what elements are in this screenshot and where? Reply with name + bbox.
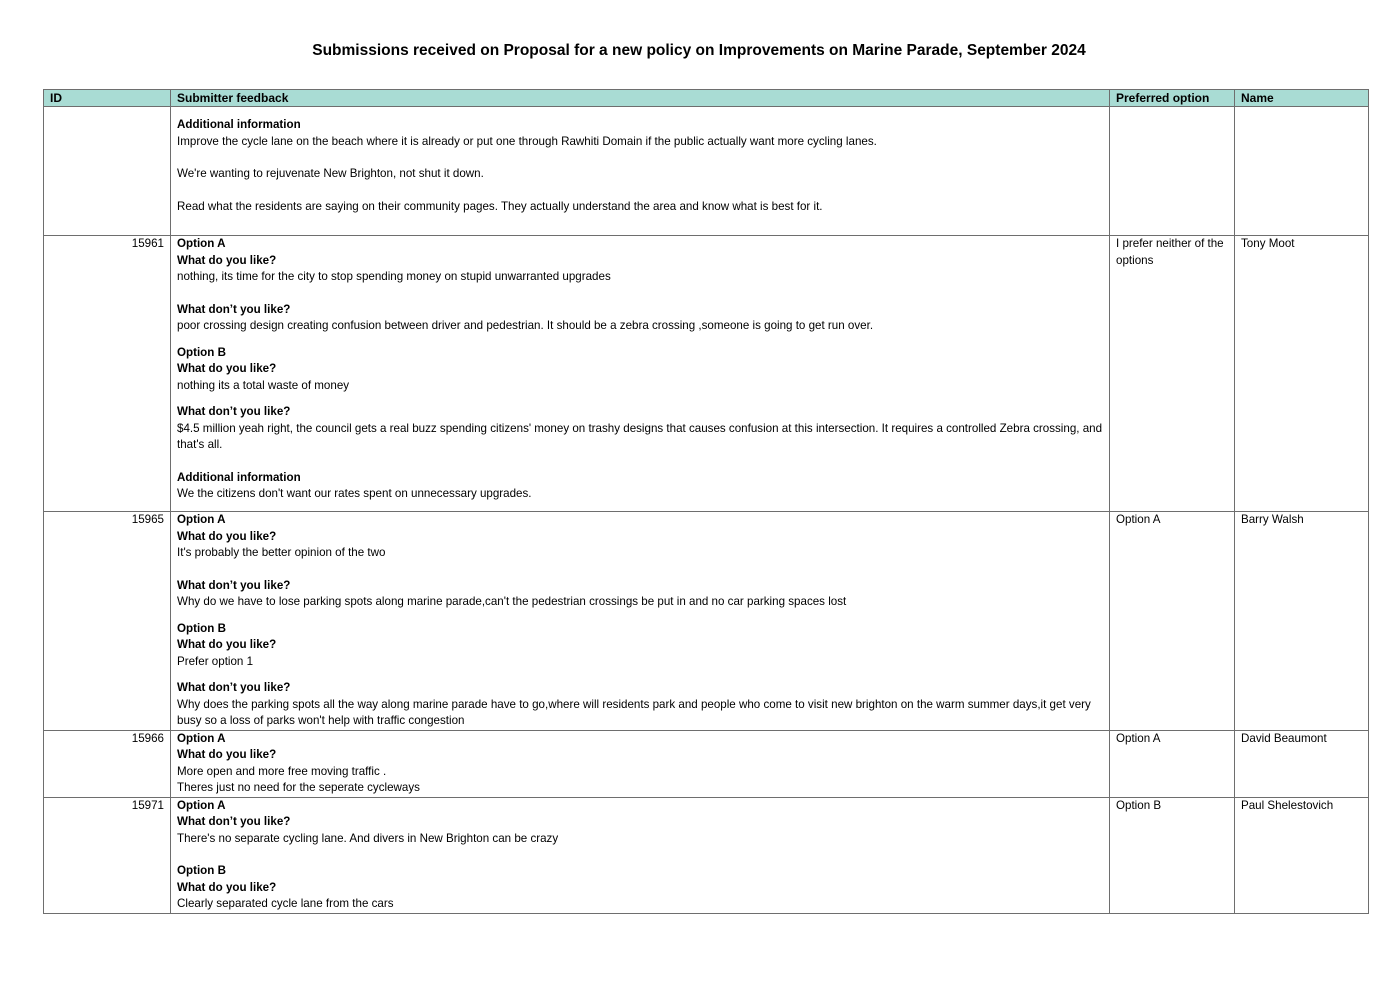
cell-id (44, 107, 171, 236)
column-header-feedback: Submitter feedback (171, 90, 1110, 107)
cell-id: 15971 (44, 797, 171, 913)
feedback-text: poor crossing design creating confusion between driver and pedestrian. It should be a zebra crossing ,someone is going to get run over. (177, 319, 874, 332)
feedback-heading: What do you like? (177, 529, 277, 543)
cell-preferred-option: Option A (1110, 730, 1235, 797)
cell-feedback (171, 730, 1110, 797)
feedback-heading: What don’t you like? (177, 405, 291, 418)
feedback-text: There's no separate cycling lane. And divers in New Brighton can be crazy (177, 831, 559, 845)
table-row (44, 512, 1369, 731)
feedback-heading: Option B (177, 621, 226, 635)
feedback-heading: What do you like? (177, 638, 277, 651)
spacer (177, 611, 1103, 621)
cell-name: Barry Walsh (1235, 512, 1369, 731)
spacer (177, 394, 1103, 404)
table-body (44, 107, 1369, 914)
table-row (44, 730, 1369, 797)
feedback-heading: Option B (177, 345, 226, 359)
cell-name: David Beaumont (1235, 730, 1369, 797)
spacer (177, 454, 1103, 470)
feedback-text: More open and more free moving traffic . (177, 764, 387, 778)
feedback-heading: What don’t you like? (177, 578, 291, 592)
feedback-heading: Option B (177, 864, 226, 877)
table-row (44, 107, 1369, 236)
feedback-text: Clearly separated cycle lane from the cars (177, 897, 394, 910)
feedback-text: Prefer option 1 (177, 654, 254, 668)
feedback-heading: Option A (177, 513, 226, 526)
cell-name: Tony Moot (1235, 236, 1369, 512)
cell-name (1235, 107, 1369, 236)
feedback-text: We the citizens don't want our rates spent on unnecessary upgrades. (177, 487, 532, 500)
cell-preferred-option: Option B (1110, 797, 1235, 913)
feedback-text: Theres just no need for the seperate cycleways (177, 781, 420, 794)
feedback-heading: What do you like? (177, 362, 277, 375)
spacer (177, 562, 1103, 578)
document-title: Submissions received on Proposal for a new policy on Improvements on Marine Parade, September 2024 (312, 42, 1086, 59)
column-header-name: Name (1235, 90, 1369, 107)
feedback-heading: Additional information (177, 118, 301, 131)
feedback-heading: What do you like? (177, 880, 277, 894)
feedback-text: We're wanting to rejuvenate New Brighton, not shut it down. (177, 167, 484, 180)
cell-id: 15961 (44, 236, 171, 512)
cell-id: 15966 (44, 730, 171, 797)
table-header-row (44, 90, 1369, 107)
spacer (177, 847, 1103, 863)
feedback-text: nothing its a total waste of money (177, 378, 350, 392)
feedback-heading: What don’t you like? (177, 815, 291, 828)
feedback-heading: What do you like? (177, 748, 277, 761)
spacer (177, 183, 1103, 199)
cell-feedback (171, 797, 1110, 913)
feedback-heading: Option A (177, 798, 226, 812)
column-header-id: ID (44, 90, 171, 107)
cell-feedback (171, 236, 1110, 512)
cell-preferred-option: I prefer neither of the options (1110, 236, 1235, 512)
feedback-text: Improve the cycle lane on the beach where it is already or put one through Rawhiti Domain if the public actually want more cycling lanes. (177, 134, 877, 148)
spacer (177, 335, 1103, 345)
feedback-heading: Option A (177, 731, 226, 745)
feedback-text: Why does the parking spots all the way along marine parade have to go,where will residents park and people who come to visit new brighton on the warm summer days,it get very busy so a loss of parks won't help with traffic congestion (177, 697, 1091, 727)
cell-id: 15965 (44, 512, 171, 731)
feedback-heading: Additional information (177, 470, 301, 484)
feedback-heading: What don’t you like? (177, 302, 291, 316)
cell-preferred-option (1110, 107, 1235, 236)
column-header-preferred-option: Preferred option (1110, 90, 1235, 107)
feedback-text: Why do we have to lose parking spots along marine parade,can't the pedestrian crossings be put in and no car parking spaces lost (177, 595, 847, 608)
table-row (44, 236, 1369, 512)
feedback-heading: What do you like? (177, 253, 277, 267)
feedback-text: Read what the residents are saying on their community pages. They actually understand the area and know what is best for it. (177, 199, 823, 213)
feedback-heading: What don’t you like? (177, 681, 291, 694)
feedback-text: nothing, its time for the city to stop spending money on stupid unwarranted upgrades (177, 270, 611, 283)
cell-name: Paul Shelestovich (1235, 797, 1369, 913)
feedback-heading: Option A (177, 237, 226, 250)
cell-feedback (171, 512, 1110, 731)
spacer (177, 670, 1103, 680)
spacer (177, 286, 1103, 302)
spacer (177, 107, 1103, 117)
spacer (177, 150, 1103, 166)
cell-feedback (171, 107, 1110, 236)
feedback-text: $4.5 million yeah right, the council gets a real buzz spending citizens' money on trashy designs that causes confusion at this intersection. It requires a controlled Zebra crossing, and that's all. (177, 421, 1103, 451)
submissions-table (43, 89, 1369, 914)
table-row (44, 797, 1369, 913)
feedback-text: It's probably the better opinion of the two (177, 546, 386, 559)
cell-preferred-option: Option A (1110, 512, 1235, 731)
